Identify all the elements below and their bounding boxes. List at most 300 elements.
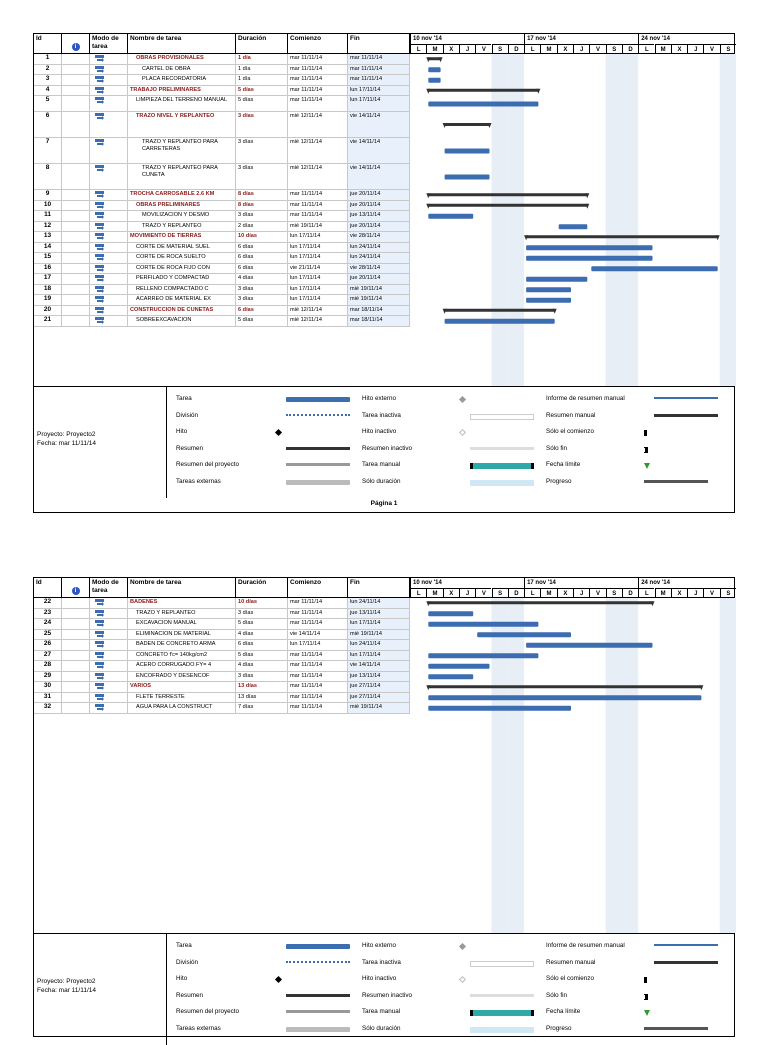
auto-schedule-icon (95, 254, 104, 261)
task-finish: mar 11/11/14 (348, 65, 410, 75)
auto-schedule-icon (95, 265, 104, 272)
task-start: mar 11/11/14 (288, 201, 348, 211)
week-label: 17 nov '14 (524, 34, 638, 44)
task-finish: jue 27/11/14 (348, 682, 410, 692)
legend-label: Informe de resumen manual (546, 395, 625, 402)
legend-swatch (470, 961, 534, 967)
table-row[interactable] (34, 75, 410, 86)
auto-schedule-icon (95, 307, 104, 314)
week-label: 24 nov '14 (638, 34, 752, 44)
table-row[interactable] (34, 253, 410, 264)
day-label: M (655, 588, 671, 598)
task-mode-cell (90, 164, 128, 189)
row-id: 13 (34, 232, 62, 242)
summary-bar[interactable] (428, 89, 538, 92)
legend-swatch (470, 463, 534, 469)
row-id: 15 (34, 253, 62, 263)
header-mode: Modo de tarea (90, 34, 128, 54)
task-name: ACARREO DE MATERIAL EX (128, 295, 236, 305)
header-finish: Fin (348, 34, 410, 54)
legend-swatch (286, 480, 350, 485)
legend-swatch (459, 976, 466, 983)
task-mode-cell (90, 316, 128, 326)
task-duration: 6 días (236, 264, 288, 274)
task-start: mar 11/11/14 (288, 86, 348, 96)
task-bar[interactable] (428, 611, 473, 616)
table-row[interactable] (34, 138, 410, 164)
auto-schedule-icon (95, 223, 104, 230)
day-label: V (703, 588, 719, 598)
row-id: 18 (34, 285, 62, 295)
day-label: S (492, 588, 508, 598)
task-finish: jue 20/11/14 (348, 201, 410, 211)
task-bar[interactable] (428, 653, 538, 658)
legend-swatch (644, 463, 650, 469)
legend-label: Sólo fin (546, 991, 568, 999)
row-info (62, 651, 90, 661)
task-duration: 6 días (236, 306, 288, 316)
task-name: CARTEL DE OBRA (128, 65, 236, 75)
header-mode: Modo de tarea (90, 578, 128, 598)
task-mode-cell (90, 243, 128, 253)
row-id: 14 (34, 243, 62, 253)
task-name: TRAZO NIVEL Y REPLANTEO (128, 112, 236, 137)
day-label: X (671, 588, 687, 598)
task-bar[interactable] (428, 664, 489, 669)
legend-swatch (459, 943, 466, 950)
task-name: ACERO CORRUGADO FY= 4 (128, 661, 236, 671)
task-mode-cell (90, 306, 128, 316)
task-mode-cell (90, 651, 128, 661)
auto-schedule-icon (95, 191, 104, 198)
legend-label: Resumen manual (546, 958, 596, 966)
row-id: 24 (34, 619, 62, 629)
task-bar[interactable] (591, 266, 717, 271)
legend-swatch (470, 480, 534, 486)
table-row[interactable] (34, 703, 410, 714)
row-id: 32 (34, 703, 62, 713)
legend-swatch (275, 976, 282, 983)
project-date: Fecha: mar 11/11/14 (37, 440, 97, 447)
row-info (62, 54, 90, 64)
task-name: ELIMINACION DE MATERIAL (128, 630, 236, 640)
legend-label: Resumen manual (546, 411, 596, 419)
task-finish: jue 13/11/14 (348, 609, 410, 619)
task-start: mié 19/11/14 (288, 222, 348, 232)
task-duration: 5 días (236, 316, 288, 326)
legend-swatch (654, 397, 718, 399)
row-info (62, 264, 90, 274)
task-bar[interactable] (445, 319, 555, 324)
legend-label: Resumen inactivo (362, 444, 413, 452)
summary-bar[interactable] (526, 235, 718, 238)
auto-schedule-icon (95, 97, 104, 104)
row-info (62, 640, 90, 650)
row-info (62, 243, 90, 253)
legend-swatch (275, 429, 282, 436)
task-bar[interactable] (477, 632, 571, 637)
table-row[interactable] (34, 598, 410, 609)
legend-swatch (654, 961, 718, 964)
task-mode-cell (90, 295, 128, 305)
task-bar[interactable] (445, 175, 490, 180)
legend-swatch (286, 961, 350, 963)
task-name: CORTE DE ROCA FIJO CON (128, 264, 236, 274)
day-label: S (606, 44, 622, 54)
day-label: M (540, 44, 556, 54)
task-mode-cell (90, 703, 128, 713)
task-duration: 8 días (236, 190, 288, 200)
day-label: V (475, 44, 491, 54)
table-row[interactable] (34, 222, 410, 233)
table-row[interactable] (34, 306, 410, 317)
table-row[interactable] (34, 65, 410, 76)
row-info (62, 672, 90, 682)
task-duration: 5 días (236, 651, 288, 661)
task-finish: lun 24/11/14 (348, 598, 410, 608)
task-start: vie 21/11/14 (288, 264, 348, 274)
table-row[interactable] (34, 619, 410, 630)
task-bar[interactable] (428, 78, 440, 83)
table-row[interactable] (34, 661, 410, 672)
day-label: M (540, 588, 556, 598)
table-row[interactable] (34, 211, 410, 222)
day-label: M (655, 44, 671, 54)
table-row[interactable] (34, 609, 410, 620)
header-start: Comienzo (288, 578, 348, 598)
task-bar[interactable] (526, 643, 652, 648)
task-start: mié 12/11/14 (288, 316, 348, 326)
summary-bar[interactable] (428, 601, 652, 604)
header-id: Id (34, 34, 62, 54)
summary-bar[interactable] (428, 685, 701, 688)
task-duration: 4 días (236, 661, 288, 671)
table-row[interactable] (34, 682, 410, 693)
day-label: V (589, 44, 605, 54)
task-bar[interactable] (526, 256, 652, 261)
table-row[interactable] (34, 295, 410, 306)
legend-swatch (286, 414, 350, 416)
day-label: M (426, 588, 442, 598)
gantt-chart (410, 54, 736, 386)
row-id: 27 (34, 651, 62, 661)
task-duration: 1 día (236, 75, 288, 85)
auto-schedule-icon (95, 662, 104, 669)
table-row[interactable] (34, 640, 410, 651)
auto-schedule-icon (95, 66, 104, 73)
task-mode-cell (90, 672, 128, 682)
task-mode-cell (90, 661, 128, 671)
task-start: mar 11/11/14 (288, 211, 348, 221)
row-info (62, 86, 90, 96)
row-info (62, 703, 90, 713)
task-mode-cell (90, 96, 128, 111)
legend-label: Tareas externas (176, 477, 221, 485)
table-row[interactable] (34, 96, 410, 112)
row-info (62, 65, 90, 75)
task-finish: mar 18/11/14 (348, 306, 410, 316)
row-info (62, 609, 90, 619)
table-row[interactable] (34, 201, 410, 212)
summary-bar[interactable] (428, 204, 587, 207)
task-finish: mar 11/11/14 (348, 75, 410, 85)
auto-schedule-icon (95, 641, 104, 648)
task-finish: jue 20/11/14 (348, 274, 410, 284)
row-id: 3 (34, 75, 62, 85)
legend-swatch (286, 463, 350, 466)
legend-swatch (470, 1027, 534, 1033)
auto-schedule-icon (95, 317, 104, 324)
day-label: X (443, 44, 459, 54)
day-label: X (671, 44, 687, 54)
task-start: vie 14/11/14 (288, 630, 348, 640)
task-start: mar 11/11/14 (288, 672, 348, 682)
row-info (62, 138, 90, 163)
row-info (62, 316, 90, 326)
task-mode-cell (90, 86, 128, 96)
legend-swatch (459, 396, 466, 403)
legend-swatch (459, 429, 466, 436)
task-mode-cell (90, 201, 128, 211)
day-label: J (459, 588, 475, 598)
table-row[interactable] (34, 274, 410, 285)
row-id: 8 (34, 164, 62, 189)
legend-swatch (644, 480, 708, 483)
table-row[interactable] (34, 651, 410, 662)
task-bar[interactable] (526, 245, 652, 250)
header-name: Nombre de tarea (128, 34, 236, 54)
auto-schedule-icon (95, 165, 104, 172)
task-name: PLACA RECORDATORIA (128, 75, 236, 85)
task-finish: vie 14/11/14 (348, 164, 410, 189)
task-name: CORTE DE ROCA SUELTO (128, 253, 236, 263)
row-info (62, 619, 90, 629)
task-name: EXCAVACION MANUAL (128, 619, 236, 629)
task-bar[interactable] (428, 706, 571, 711)
task-start: lun 17/11/14 (288, 295, 348, 305)
task-mode-cell (90, 285, 128, 295)
auto-schedule-icon (95, 599, 104, 606)
task-finish: mar 11/11/14 (348, 54, 410, 64)
task-mode-cell (90, 222, 128, 232)
task-start: lun 17/11/14 (288, 640, 348, 650)
row-info (62, 693, 90, 703)
table-row[interactable] (34, 285, 410, 296)
task-name: BADENES (128, 598, 236, 608)
task-name: PERFILADO Y COMPACTAD (128, 274, 236, 284)
day-label: X (443, 588, 459, 598)
day-label: D (508, 588, 524, 598)
legend-label: Resumen del proyecto (176, 461, 240, 468)
auto-schedule-icon (95, 244, 104, 251)
task-bar[interactable] (526, 277, 587, 282)
task-name: TRAZO Y REPLANTEO PARA CUNETA (128, 164, 236, 189)
legend-swatch (470, 994, 534, 997)
task-start: lun 17/11/14 (288, 243, 348, 253)
summary-bar[interactable] (445, 123, 490, 126)
legend-swatch (470, 447, 534, 450)
legend-label: Informe de resumen manual (546, 942, 625, 949)
legend-label: Sólo el comienzo (546, 975, 594, 982)
task-bar[interactable] (445, 149, 490, 154)
task-start: mié 12/11/14 (288, 112, 348, 137)
task-duration: 5 días (236, 96, 288, 111)
legend-swatch (644, 1010, 650, 1016)
week-label: 24 nov '14 (638, 578, 752, 588)
legend-label: Progreso (546, 477, 572, 485)
row-id: 21 (34, 316, 62, 326)
task-start: lun 17/11/14 (288, 232, 348, 242)
day-label: X (557, 588, 573, 598)
header-start: Comienzo (288, 34, 348, 54)
summary-bar[interactable] (445, 309, 555, 312)
table-row[interactable] (34, 316, 410, 327)
auto-schedule-icon (95, 55, 104, 62)
row-id: 19 (34, 295, 62, 305)
task-finish: vie 28/11/14 (348, 264, 410, 274)
row-info (62, 96, 90, 111)
task-bar[interactable] (428, 695, 701, 700)
task-finish: vie 14/11/14 (348, 661, 410, 671)
task-mode-cell (90, 65, 128, 75)
task-duration: 10 días (236, 598, 288, 608)
row-id: 16 (34, 264, 62, 274)
legend-swatch (470, 1010, 534, 1016)
summary-bar[interactable] (428, 193, 587, 196)
task-name: BADEN DE CONCRETO ARMA (128, 640, 236, 650)
task-bar[interactable] (428, 214, 473, 219)
legend-label: Progreso (546, 1024, 572, 1032)
task-mode-cell (90, 75, 128, 85)
task-bar[interactable] (428, 102, 538, 107)
task-mode-cell (90, 274, 128, 284)
task-table (34, 54, 410, 386)
task-bar[interactable] (428, 622, 538, 627)
task-finish: lun 24/11/14 (348, 640, 410, 650)
row-id: 1 (34, 54, 62, 64)
summary-bar[interactable] (428, 57, 440, 60)
day-label: J (573, 588, 589, 598)
auto-schedule-icon (95, 620, 104, 627)
task-start: mar 11/11/14 (288, 693, 348, 703)
row-id: 29 (34, 672, 62, 682)
legend-label: Hito (176, 428, 188, 435)
auto-schedule-icon (95, 87, 104, 94)
auto-schedule-icon (95, 652, 104, 659)
task-name: TRAZO Y REPLANTEO PARA CARRETERAS (128, 138, 236, 163)
legend-swatch (654, 944, 718, 946)
table-row[interactable] (34, 112, 410, 138)
row-id: 11 (34, 211, 62, 221)
day-label: X (557, 44, 573, 54)
legend-label: División (176, 411, 199, 419)
row-id: 17 (34, 274, 62, 284)
task-name: MOVIMIENTO DE TIERRAS (128, 232, 236, 242)
legend-swatch (644, 430, 647, 436)
task-finish: mié 19/11/14 (348, 630, 410, 640)
table-row[interactable] (34, 672, 410, 683)
auto-schedule-icon (95, 212, 104, 219)
day-label: J (459, 44, 475, 54)
legend-divider (166, 934, 167, 1045)
table-row[interactable] (34, 164, 410, 190)
task-bar[interactable] (526, 287, 571, 292)
weekend-shade (606, 598, 622, 933)
row-info (62, 630, 90, 640)
task-name: SOBREEXCAVACION (128, 316, 236, 326)
row-info (62, 75, 90, 85)
table-row[interactable] (34, 630, 410, 641)
task-duration: 4 días (236, 274, 288, 284)
task-bar[interactable] (526, 298, 571, 303)
day-label: L (638, 44, 654, 54)
table-row[interactable] (34, 243, 410, 254)
task-name: TRABAJO PRELIMINARES (128, 86, 236, 96)
day-label: V (589, 588, 605, 598)
auto-schedule-icon (95, 673, 104, 680)
table-row[interactable] (34, 190, 410, 201)
task-name: CORTE DE MATERIAL SUEL (128, 243, 236, 253)
row-info (62, 211, 90, 221)
task-duration: 3 días (236, 112, 288, 137)
auto-schedule-icon (95, 76, 104, 83)
task-mode-cell (90, 630, 128, 640)
legend-label: Tarea (176, 942, 192, 949)
task-name: MOVILIZACION Y DESMO (128, 211, 236, 221)
table-row[interactable] (34, 264, 410, 275)
weekend-shade (606, 54, 622, 386)
task-bar[interactable] (428, 674, 473, 679)
project-info (37, 430, 96, 448)
task-duration: 7 días (236, 703, 288, 713)
table-row[interactable] (34, 232, 410, 243)
header-duration: Duración (236, 578, 288, 598)
task-duration: 5 días (236, 619, 288, 629)
legend-swatch (470, 414, 534, 420)
task-name: LIMPIEZA DEL TERRENO MANUAL (128, 96, 236, 111)
row-id: 5 (34, 96, 62, 111)
task-name: FLETE TERRESTE (128, 693, 236, 703)
task-name: OBRAS PROVISIONALES (128, 54, 236, 64)
legend (34, 386, 734, 498)
task-bar[interactable] (559, 224, 588, 229)
day-label: S (720, 44, 736, 54)
row-id: 12 (34, 222, 62, 232)
task-name: TROCHA CARROSABLE 2.6 KM (128, 190, 236, 200)
day-label: L (524, 588, 540, 598)
task-start: mar 11/11/14 (288, 96, 348, 111)
task-start: mar 11/11/14 (288, 703, 348, 713)
table-row[interactable] (34, 86, 410, 97)
auto-schedule-icon (95, 139, 104, 146)
task-start: mar 11/11/14 (288, 75, 348, 85)
table-row[interactable] (34, 693, 410, 704)
task-mode-cell (90, 693, 128, 703)
task-bar[interactable] (428, 67, 440, 72)
task-duration: 3 días (236, 164, 288, 189)
day-label: S (720, 588, 736, 598)
day-label: V (475, 588, 491, 598)
task-mode-cell (90, 190, 128, 200)
row-info (62, 253, 90, 263)
header-name: Nombre de tarea (128, 578, 236, 598)
project-name: Proyecto: Proyecto2 (37, 978, 96, 985)
task-finish: lun 17/11/14 (348, 86, 410, 96)
legend-label: Tareas externas (176, 1024, 221, 1032)
task-duration: 6 días (236, 243, 288, 253)
auto-schedule-icon (95, 286, 104, 293)
table-row[interactable] (34, 54, 410, 65)
